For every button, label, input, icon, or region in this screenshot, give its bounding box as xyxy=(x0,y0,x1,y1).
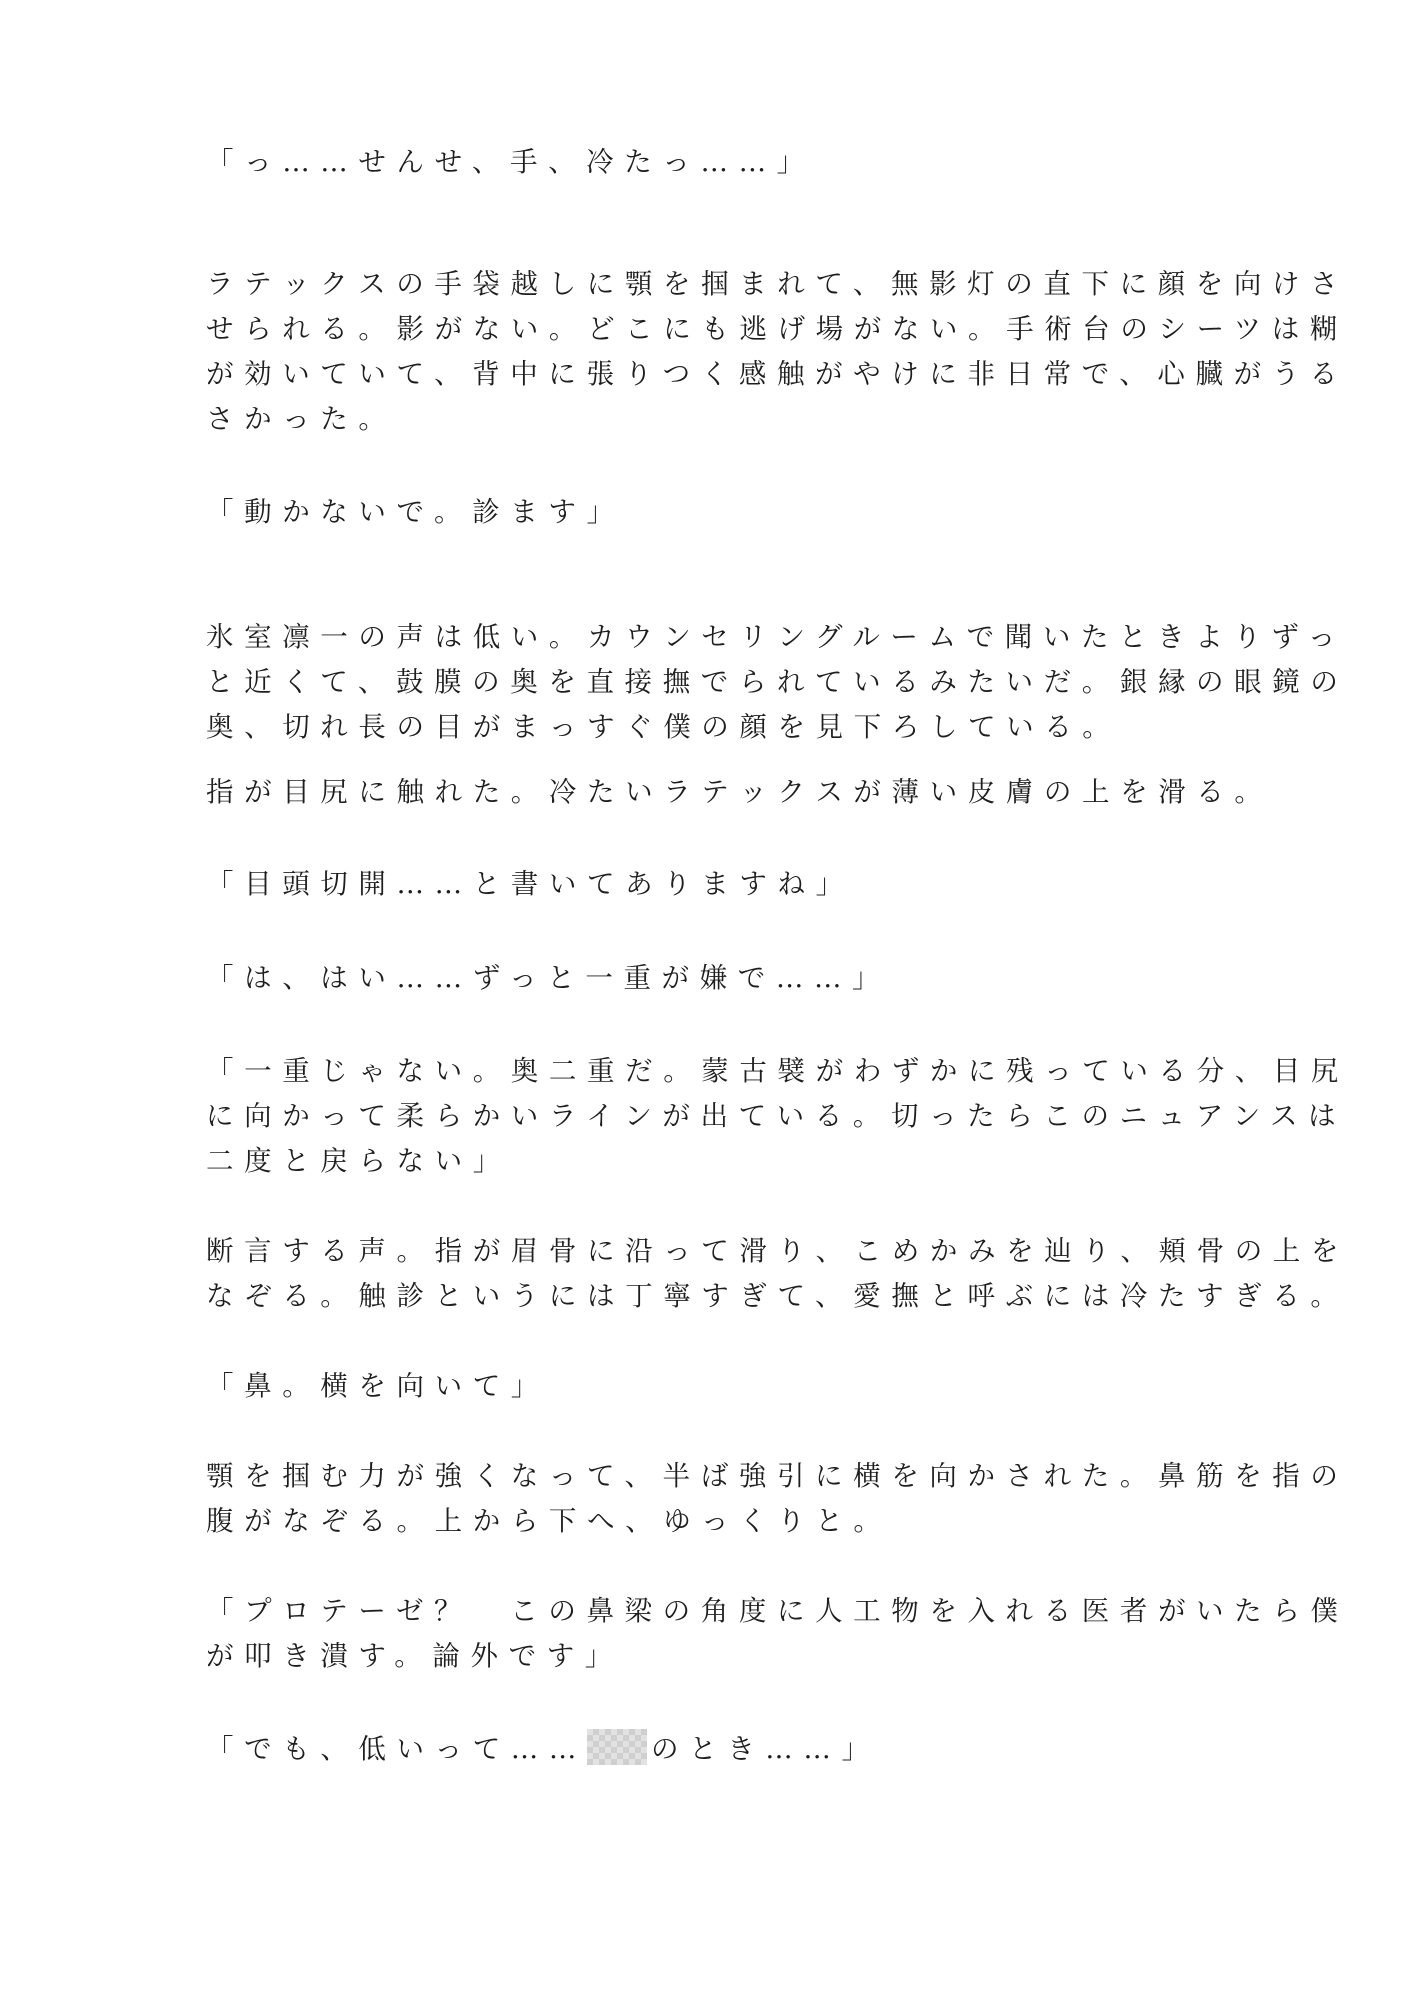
narration-line: 腹がなぞる。上から下へ、ゆっくりと。 xyxy=(206,1505,892,1537)
dialogue-line: 二度と戻らない」 xyxy=(206,1145,511,1177)
narration-line: が効いていて、背中に張りつく感触がやけに非日常で、心臓がうる xyxy=(206,358,1348,390)
narration-line: 指が目尻に触れた。冷たいラテックスが薄い皮膚の上を滑る。 xyxy=(206,776,1273,808)
narration-line: ラテックスの手袋越しに顎を掴まれて、無影灯の直下に顔を向けさ xyxy=(206,268,1349,300)
mosaic-redaction-icon xyxy=(587,1729,647,1765)
dialogue-line: 「動かないで。診ます」 xyxy=(206,496,625,528)
dialogue-line: 「っ……せんせ、手、冷たっ……」 xyxy=(206,146,815,178)
dialogue-line: に向かって柔らかいラインが出ている。切ったらこのニュアンスは xyxy=(206,1100,1347,1132)
narration-line: なぞる。触診というには丁寧すぎて、愛撫と呼ぶには冷たすぎる。 xyxy=(206,1280,1349,1312)
dialogue-line xyxy=(206,1727,1206,1771)
dialogue-line: 「プロテーゼ？ この鼻梁の角度に人工物を入れる医者がいたら僕 xyxy=(206,1595,1349,1627)
narration-line: と近くて、鼓膜の奥を直接撫でられているみたいだ。銀縁の眼鏡の xyxy=(206,666,1349,698)
narration-line: 氷室凛一の声は低い。カウンセリングルームで聞いたときよりずっ xyxy=(206,621,1346,653)
dialogue-line: 「は、はい……ずっと一重が嫌で……」 xyxy=(206,962,891,994)
narration-line: せられる。影がない。どこにも逃げ場がない。手術台のシーツは糊 xyxy=(206,313,1348,345)
dialogue-line: 「鼻。横を向いて」 xyxy=(206,1370,549,1402)
dialogue-line: 「目頭切開……と書いてありますね」 xyxy=(206,868,854,900)
dialogue-text-end: のとき……」 xyxy=(651,1733,880,1765)
narration-line: 顎を掴む力が強くなって、半ば強引に横を向かされた。鼻筋を指の xyxy=(206,1460,1349,1492)
dialogue-line: 「一重じゃない。奥二重だ。蒙古襞がわずかに残っている分、目尻 xyxy=(206,1055,1349,1087)
narration-line: 奥、切れ長の目がまっすぐ僕の顔を見下ろしている。 xyxy=(206,711,1121,743)
dialogue-line: が叩き潰す。論外です」 xyxy=(206,1640,623,1672)
narration-line: さかった。 xyxy=(206,403,397,435)
dialogue-text-start: 「でも、低いって…… xyxy=(206,1733,587,1765)
narration-line: 断言する声。指が眉骨に沿って滑り、こめかみを辿り、頬骨の上を xyxy=(206,1235,1349,1267)
